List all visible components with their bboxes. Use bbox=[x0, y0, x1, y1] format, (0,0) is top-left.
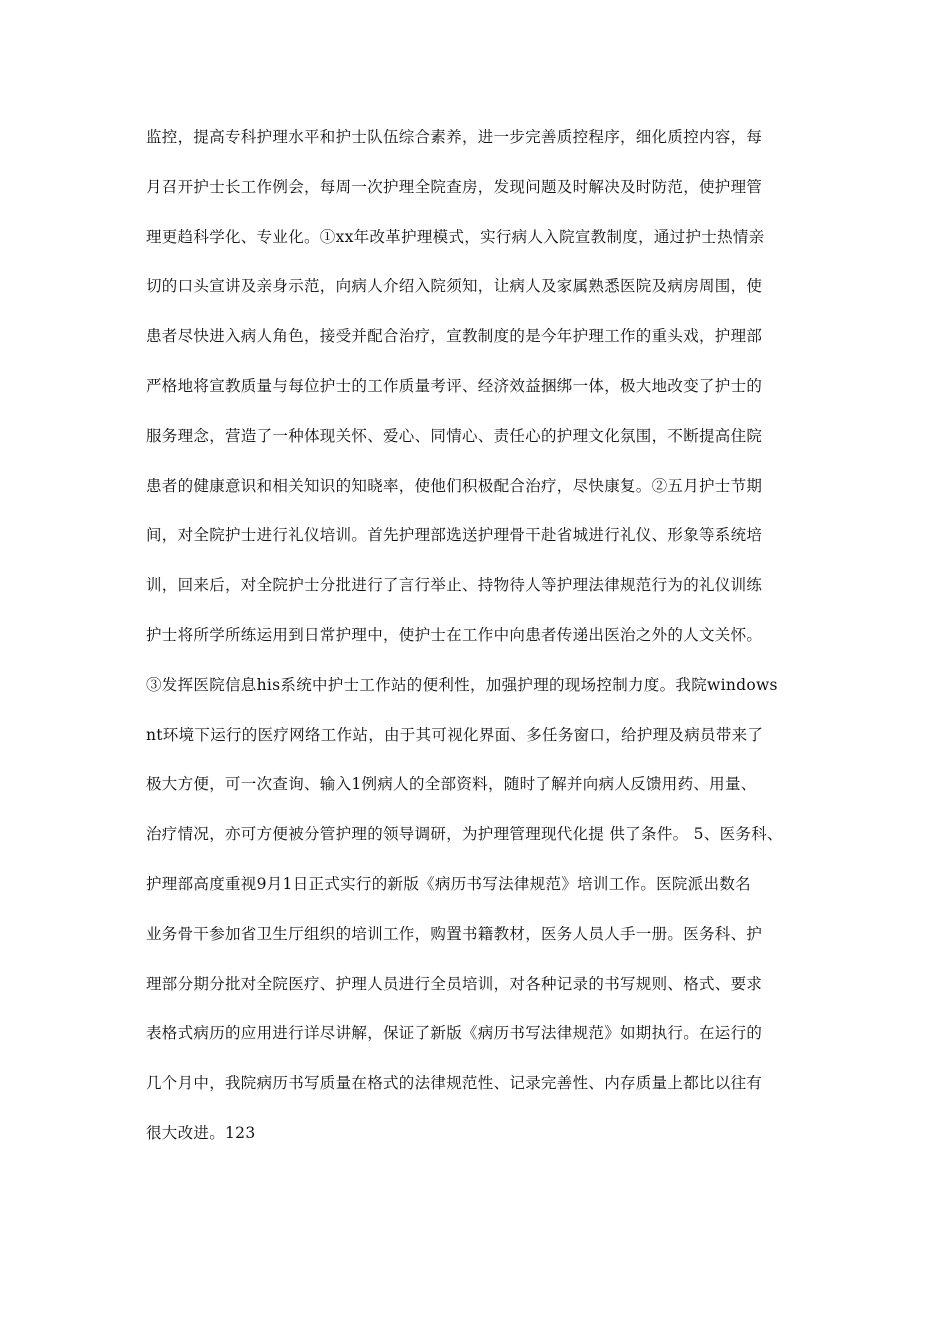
text-line: 间，对全院护士进行礼仪培训。首先护理部选送护理骨干赴省城进行礼仪、形象等系统培 bbox=[146, 526, 763, 545]
text-line: 表格式病历的应用进行详尽讲解，保证了新版《病历书写法律规范》如期执行。在运行的 bbox=[146, 1024, 763, 1043]
text-line: 很大改进。123 bbox=[146, 1123, 256, 1142]
text-line: 患者的健康意识和相关知识的知晓率，使他们积极配合治疗，尽快康复。②五月护士节期 bbox=[146, 476, 763, 495]
text-line: 切的口头宣讲及亲身示范，向病人介绍入院须知，让病人及家属熟悉医院及病房周围，使 bbox=[146, 277, 763, 296]
text-line: 护士将所学所练运用到日常护理中，使护士在工作中向患者传递出医治之外的人文关怀。 bbox=[146, 625, 763, 644]
body-text bbox=[146, 122, 826, 1168]
text-line: 理部分期分批对全院医疗、护理人员进行全员培训，对各种记录的书写规则、格式、要求 bbox=[146, 974, 763, 993]
text-line: 理更趋科学化、专业化。①xx年改革护理模式，实行病人入院宣教制度，通过护士热情亲 bbox=[146, 227, 765, 246]
text-line: 几个月中，我院病历书写质量在格式的法律规范性、记录完善性、内存质量上都比以往有 bbox=[146, 1074, 763, 1093]
text-line: 严格地将宣教质量与每位护士的工作质量考评、经济效益捆绑一体，极大地改变了护士的 bbox=[146, 376, 763, 395]
text-line: 训，回来后，对全院护士分批进行了言行举止、持物待人等护理法律规范行为的礼仪训练 bbox=[146, 576, 763, 595]
text-line: 监控，提高专科护理水平和护士队伍综合素养，进一步完善质控程序，细化质控内容，每 bbox=[146, 128, 763, 146]
text-line: 极大方便，可一次查询、输入1例病人的全部资料，随时了解并向病人反馈用药、用量、 bbox=[146, 775, 757, 794]
text-line: 患者尽快进入病人角色，接受并配合治疗，宣教制度的是今年护理工作的重头戏，护理部 bbox=[146, 327, 763, 346]
text-line: 服务理念，营造了一种体现关怀、爱心、同情心、责任心的护理文化氛围，不断提高住院 bbox=[146, 426, 763, 445]
text-line: nt环境下运行的医疗网络工作站，由于其可视化界面、多任务窗口，给护理及病员带来了 bbox=[146, 725, 764, 744]
text-line: 护理部高度重视9月1日正式实行的新版《病历书写法律规范》培训工作。医院派出数名 bbox=[146, 874, 751, 893]
text-line: 业务骨干参加省卫生厅组织的培训工作，购置书籍教材，医务人员人手一册。医务科、护 bbox=[146, 924, 763, 943]
text-line: 治疗情况，亦可方便被分管护理的领导调研，为护理管理现代化提 供了条件。 5、医务科、 bbox=[146, 825, 783, 844]
text-line: ③发挥医院信息his系统中护士工作站的便利性，加强护理的现场控制力度。我院windows bbox=[146, 675, 778, 694]
text-line: 月召开护士长工作例会，每周一次护理全院查房，发现问题及时解决及时防范，使护理管 bbox=[146, 177, 763, 196]
